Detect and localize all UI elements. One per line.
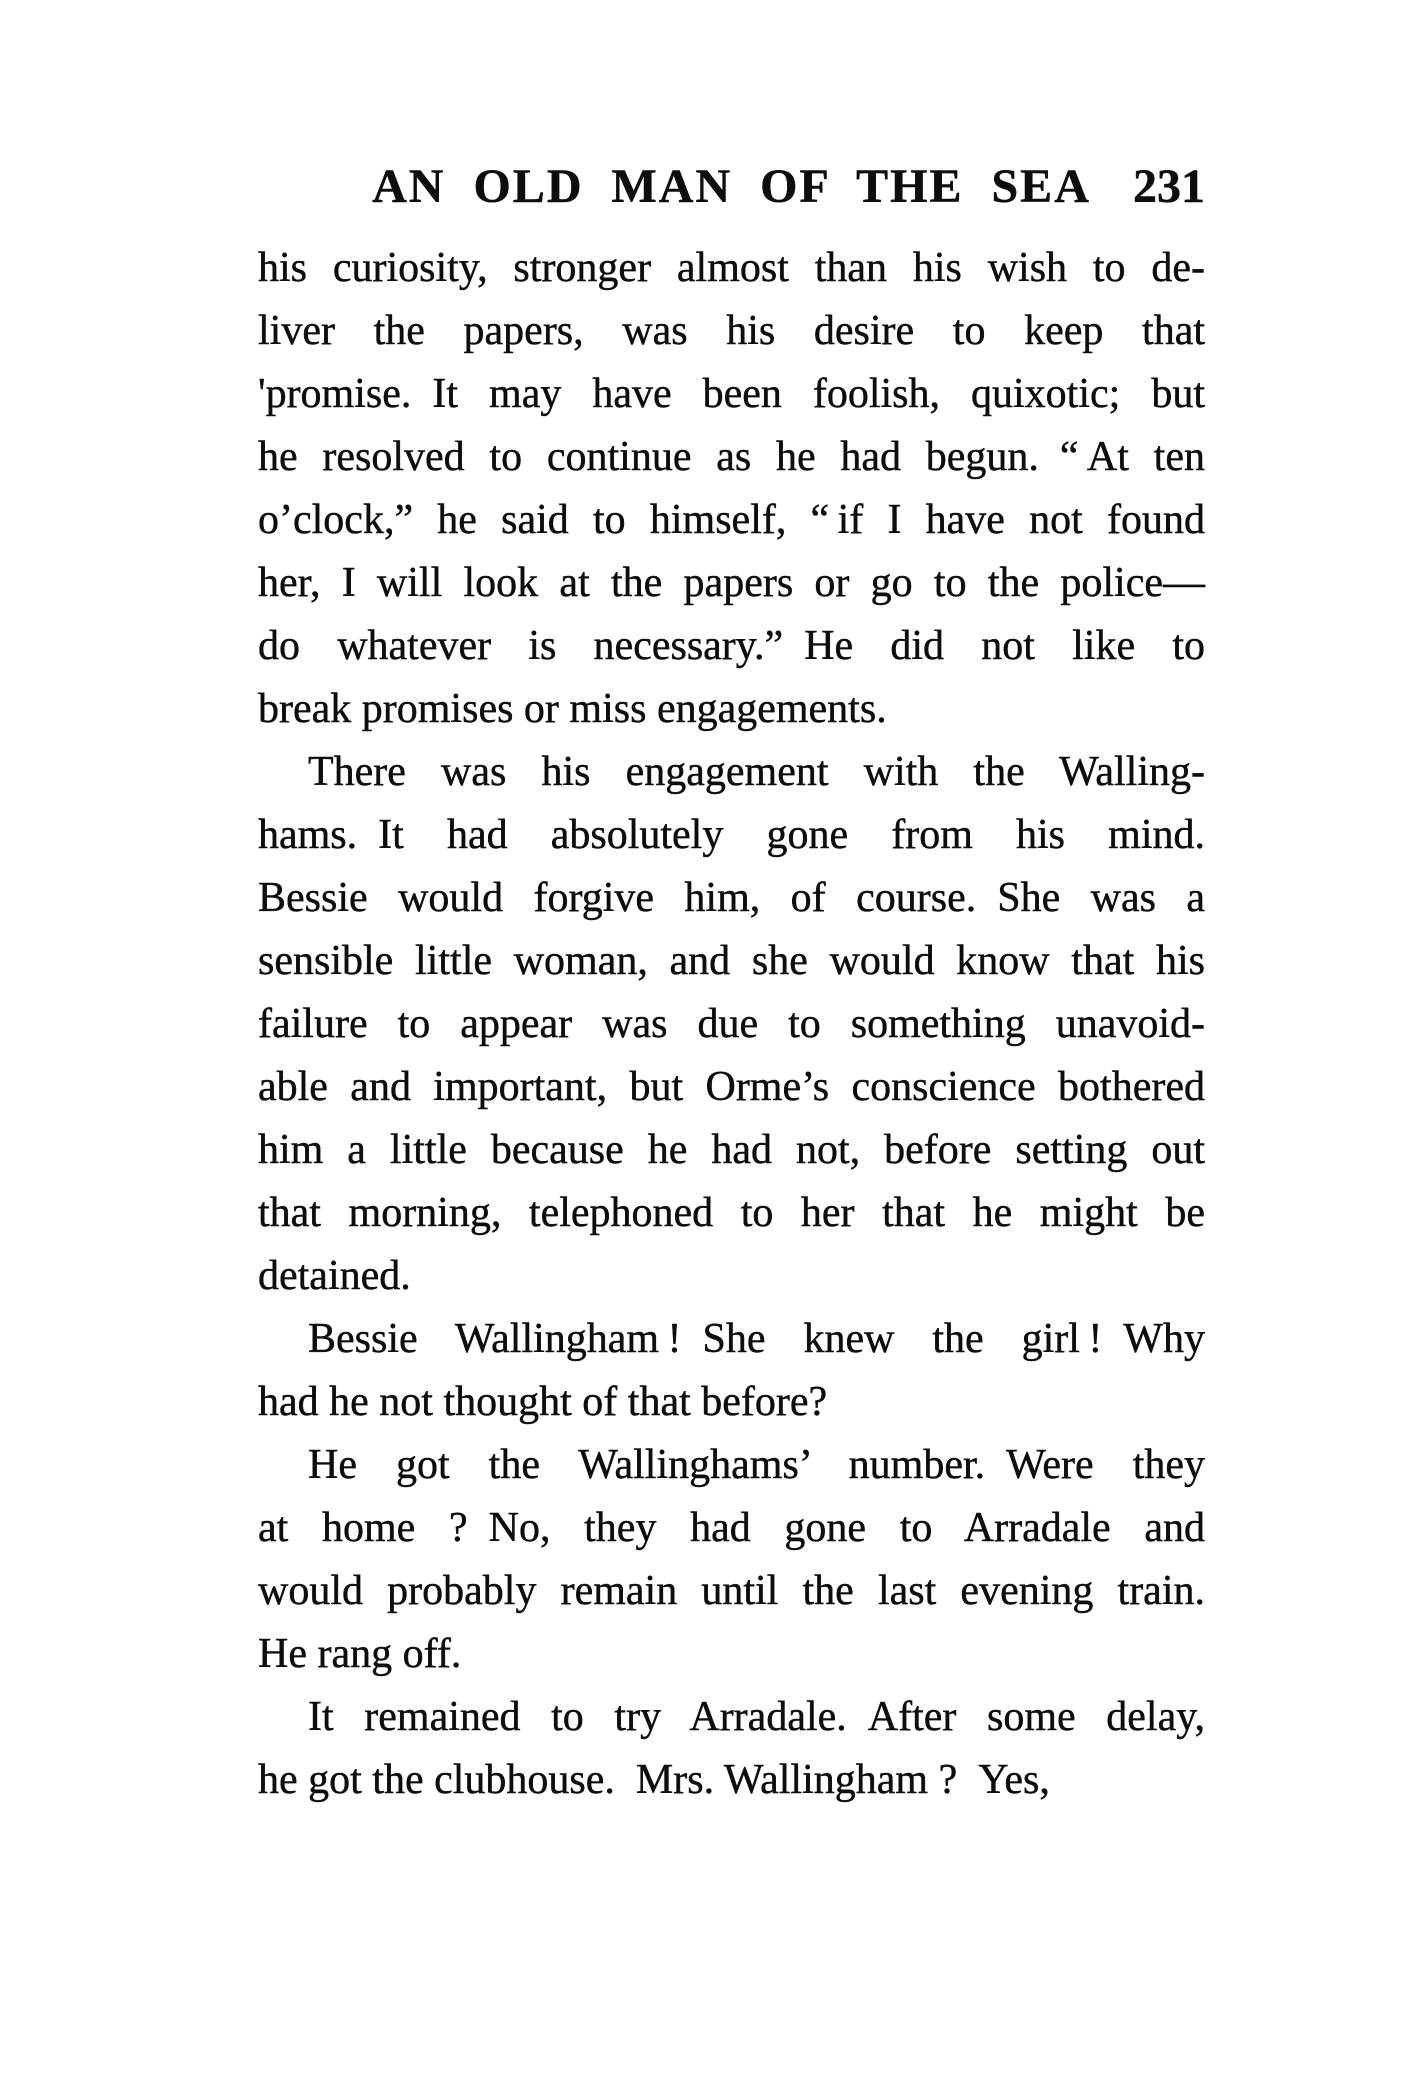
text-line: There was his engagement with the Walling- <box>308 749 1205 795</box>
text-line: had he not thought of that before? <box>258 1379 828 1425</box>
paragraph <box>258 237 1205 741</box>
text-line: at home ? No, they had gone to Arradale and <box>258 1505 1205 1551</box>
running-header <box>258 155 1205 219</box>
text-line: would probably remain until the last evening train. <box>258 1568 1205 1614</box>
text-line: he resolved to continue as he had begun. “ At ten <box>258 434 1205 480</box>
text-line: He rang off. <box>258 1631 462 1677</box>
text-column <box>258 155 1205 1812</box>
text-line: failure to appear was due to something unavoid- <box>258 1001 1205 1047</box>
text-line: Bessie would forgive him, of course. She was a <box>258 875 1205 921</box>
text-line: sensible little woman, and she would know that his <box>258 938 1205 984</box>
text-line: his curiosity, stronger almost than his wish to de- <box>258 245 1205 291</box>
text-line: he got the clubhouse. Mrs. Wallingham ? Yes, <box>258 1757 1050 1803</box>
text-line: detained. <box>258 1253 411 1299</box>
text-line: her, I will look at the papers or go to the police— <box>258 560 1205 606</box>
text-line: It remained to try Arradale. After some delay, <box>308 1694 1205 1740</box>
page-body <box>258 237 1205 1812</box>
paragraph <box>258 1434 1205 1686</box>
paragraph <box>258 1308 1205 1434</box>
text-line: liver the papers, was his desire to keep that <box>258 308 1205 354</box>
paragraph <box>258 1686 1205 1812</box>
text-line: do whatever is necessary.” He did not like to <box>258 623 1205 669</box>
text-line: break promises or miss engagements. <box>258 686 887 732</box>
chapter-title: AN OLD MAN OF THE SEA <box>372 160 1091 213</box>
text-line: able and important, but Orme’s conscience bothered <box>258 1064 1205 1110</box>
text-line: 'promise. It may have been foolish, quixotic; but <box>258 371 1205 417</box>
text-line: He got the Wallinghams’ number. Were they <box>308 1442 1205 1488</box>
text-line: that morning, telephoned to her that he might be <box>258 1190 1205 1236</box>
text-line: Bessie Wallingham ! She knew the girl ! Why <box>308 1316 1205 1362</box>
text-line: hams. It had absolutely gone from his mind. <box>258 812 1205 858</box>
text-line: o’clock,” he said to himself, “ if I have not found <box>258 497 1205 543</box>
text-line: him a little because he had not, before setting out <box>258 1127 1205 1173</box>
paragraph <box>258 741 1205 1308</box>
page-number: 231 <box>1133 160 1205 213</box>
